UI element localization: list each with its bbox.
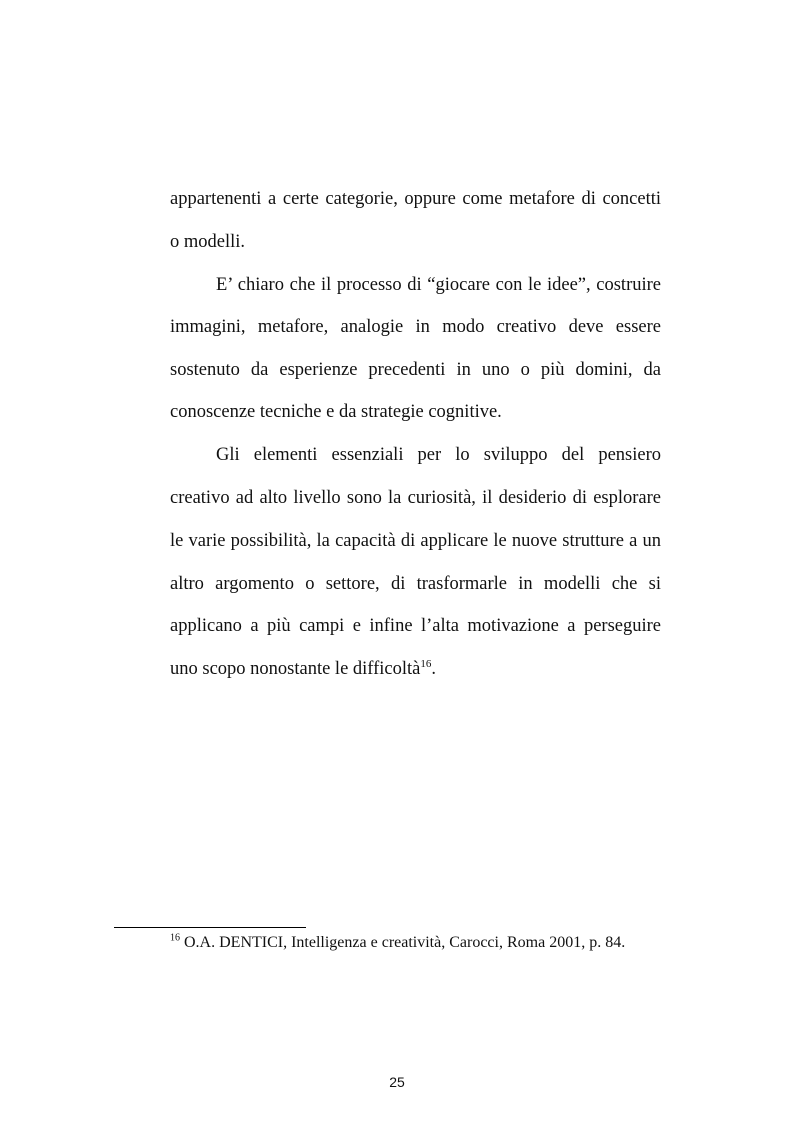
footnote-separator [114,927,306,928]
paragraph-first-line: Gli elementi essenziali per lo sviluppo del pensiero [216,445,661,465]
footnote [170,932,625,954]
footnote-number: 16 [170,932,180,944]
paragraph-first-line: E’ chiaro che il processo di “giocare con le idee”, costruire [216,275,661,295]
body-text-line: o modelli. [170,232,246,252]
footnote-reference[interactable]: 16 [420,657,432,670]
body-text-line: le varie possibilità, la capacità di applicare le nuove strutture a un [170,531,661,551]
body-text-last-line [170,656,661,682]
page-number: 25 [389,1074,405,1090]
body-text-line: appartenenti a certe categorie, oppure come metafore di concetti [170,189,661,209]
footnote-text: O.A. DENTICI, Intelligenza e creatività, Carocci, Roma 2001, p. 84. [184,934,626,951]
last-line-text: uno scopo nonostante le difficoltà [170,659,421,679]
body-text-line: creativo ad alto livello sono la curiosità, il desiderio di esplorare [170,488,661,508]
body-text-line: conoscenze tecniche e da strategie cognitive. [170,402,502,422]
body-text-line: applicano a più campi e infine l’alta motivazione a perseguire [170,616,661,636]
body-text-line: immagini, metafore, analogie in modo creativo deve essere [170,317,661,337]
last-line-period: . [431,659,437,679]
body-text-line: altro argomento o settore, di trasformarle in modelli che si [170,574,661,594]
body-text-line: sostenuto da esperienze precedenti in uno o più domini, da [170,360,661,380]
